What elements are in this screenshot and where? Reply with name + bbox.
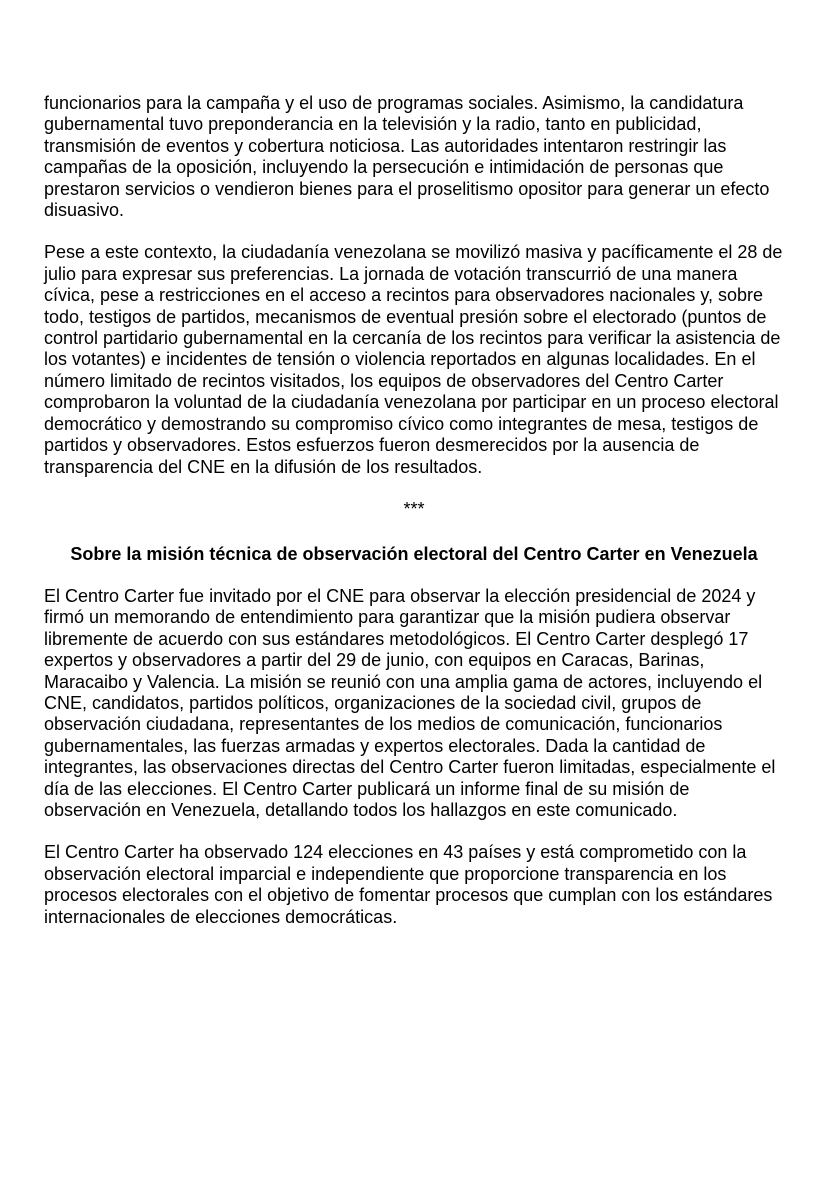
paragraph-mission-description: El Centro Carter fue invitado por el CNE para observar la elección presidencial de 2024 y firmó un memorando de entendimiento para garantizar que la misión pudiera observar libremente de acuerdo con sus estándares metodológicos. El Centro Carter desplegó 17 expertos y observadores a partir del 29 de junio, con equipos en Caracas, Barinas, Maracaibo y Valencia. La misión se reunió con una amplia gama de actores, incluyendo el CNE, candidatos, partidos políticos, organizaciones de la sociedad civil, grupos de observación ciudadana, representantes de los medios de comunicación, funcionarios gubernamentales, las fuerzas armadas y expertos electorales. Dada la cantidad de integrantes, las observaciones directas del Centro Carter fueron limitadas, especialmente el día de las elecciones. El Centro Carter publicará un informe final de su misión de observación en Venezuela, detallando todos los hallazgos en este comunicado. (44, 585, 776, 820)
document-page (44, 93, 784, 949)
paragraph-carter-center-record: El Centro Carter ha observado 124 elecciones en 43 países y está comprometido con la observación electoral imparcial e independiente que proporcione transparencia en los procesos electorales con el objetivo de fomentar procesos que cumplan con los estándares internacionales de elecciones democráticas. (44, 842, 773, 927)
section-heading: Sobre la misión técnica de observación electoral del Centro Carter en Venezuela (70, 543, 758, 564)
paragraph-election-day: Pese a este contexto, la ciudadanía venezolana se movilizó masiva y pacíficamente el 28 de julio para expresar sus preferencias. La jornada de votación transcurrió de una manera cívica, pese a restricciones en el acceso a recintos para observadores nacionales y, sobre todo, testigos de partidos, mecanismos de eventual presión sobre el electorado (puntos de control partidario gubernamental en la cercanía de los recintos para verificar la asistencia de los votantes) e incidentes de tensión o violencia reportados en algunas localidades. En el número limitado de recintos visitados, los equipos de observadores del Centro Carter comprobaron la voluntad de la ciudadanía venezolana por participar en un proceso electoral democrático y demostrando su compromiso cívico como integrantes de mesa, testigos de partidos y observadores. Estos esfuerzos fueron desmerecidos por la ausencia de transparencia del CNE en la difusión de los resultados. (44, 242, 783, 477)
paragraph-campaign-resources: funcionarios para la campaña y el uso de programas sociales. Asimismo, la candidatura gubernamental tuvo preponderancia en la televisión y la radio, tanto en publicidad, transmisión de eventos y cobertura noticiosa. Las autoridades intentaron restringir las campañas de la oposición, incluyendo la persecución e intimidación de personas que prestaron servicios o vendieron bienes para el proselitismo opositor para generar un efecto disuasivo. (44, 93, 770, 221)
section-separator: *** (403, 498, 425, 519)
